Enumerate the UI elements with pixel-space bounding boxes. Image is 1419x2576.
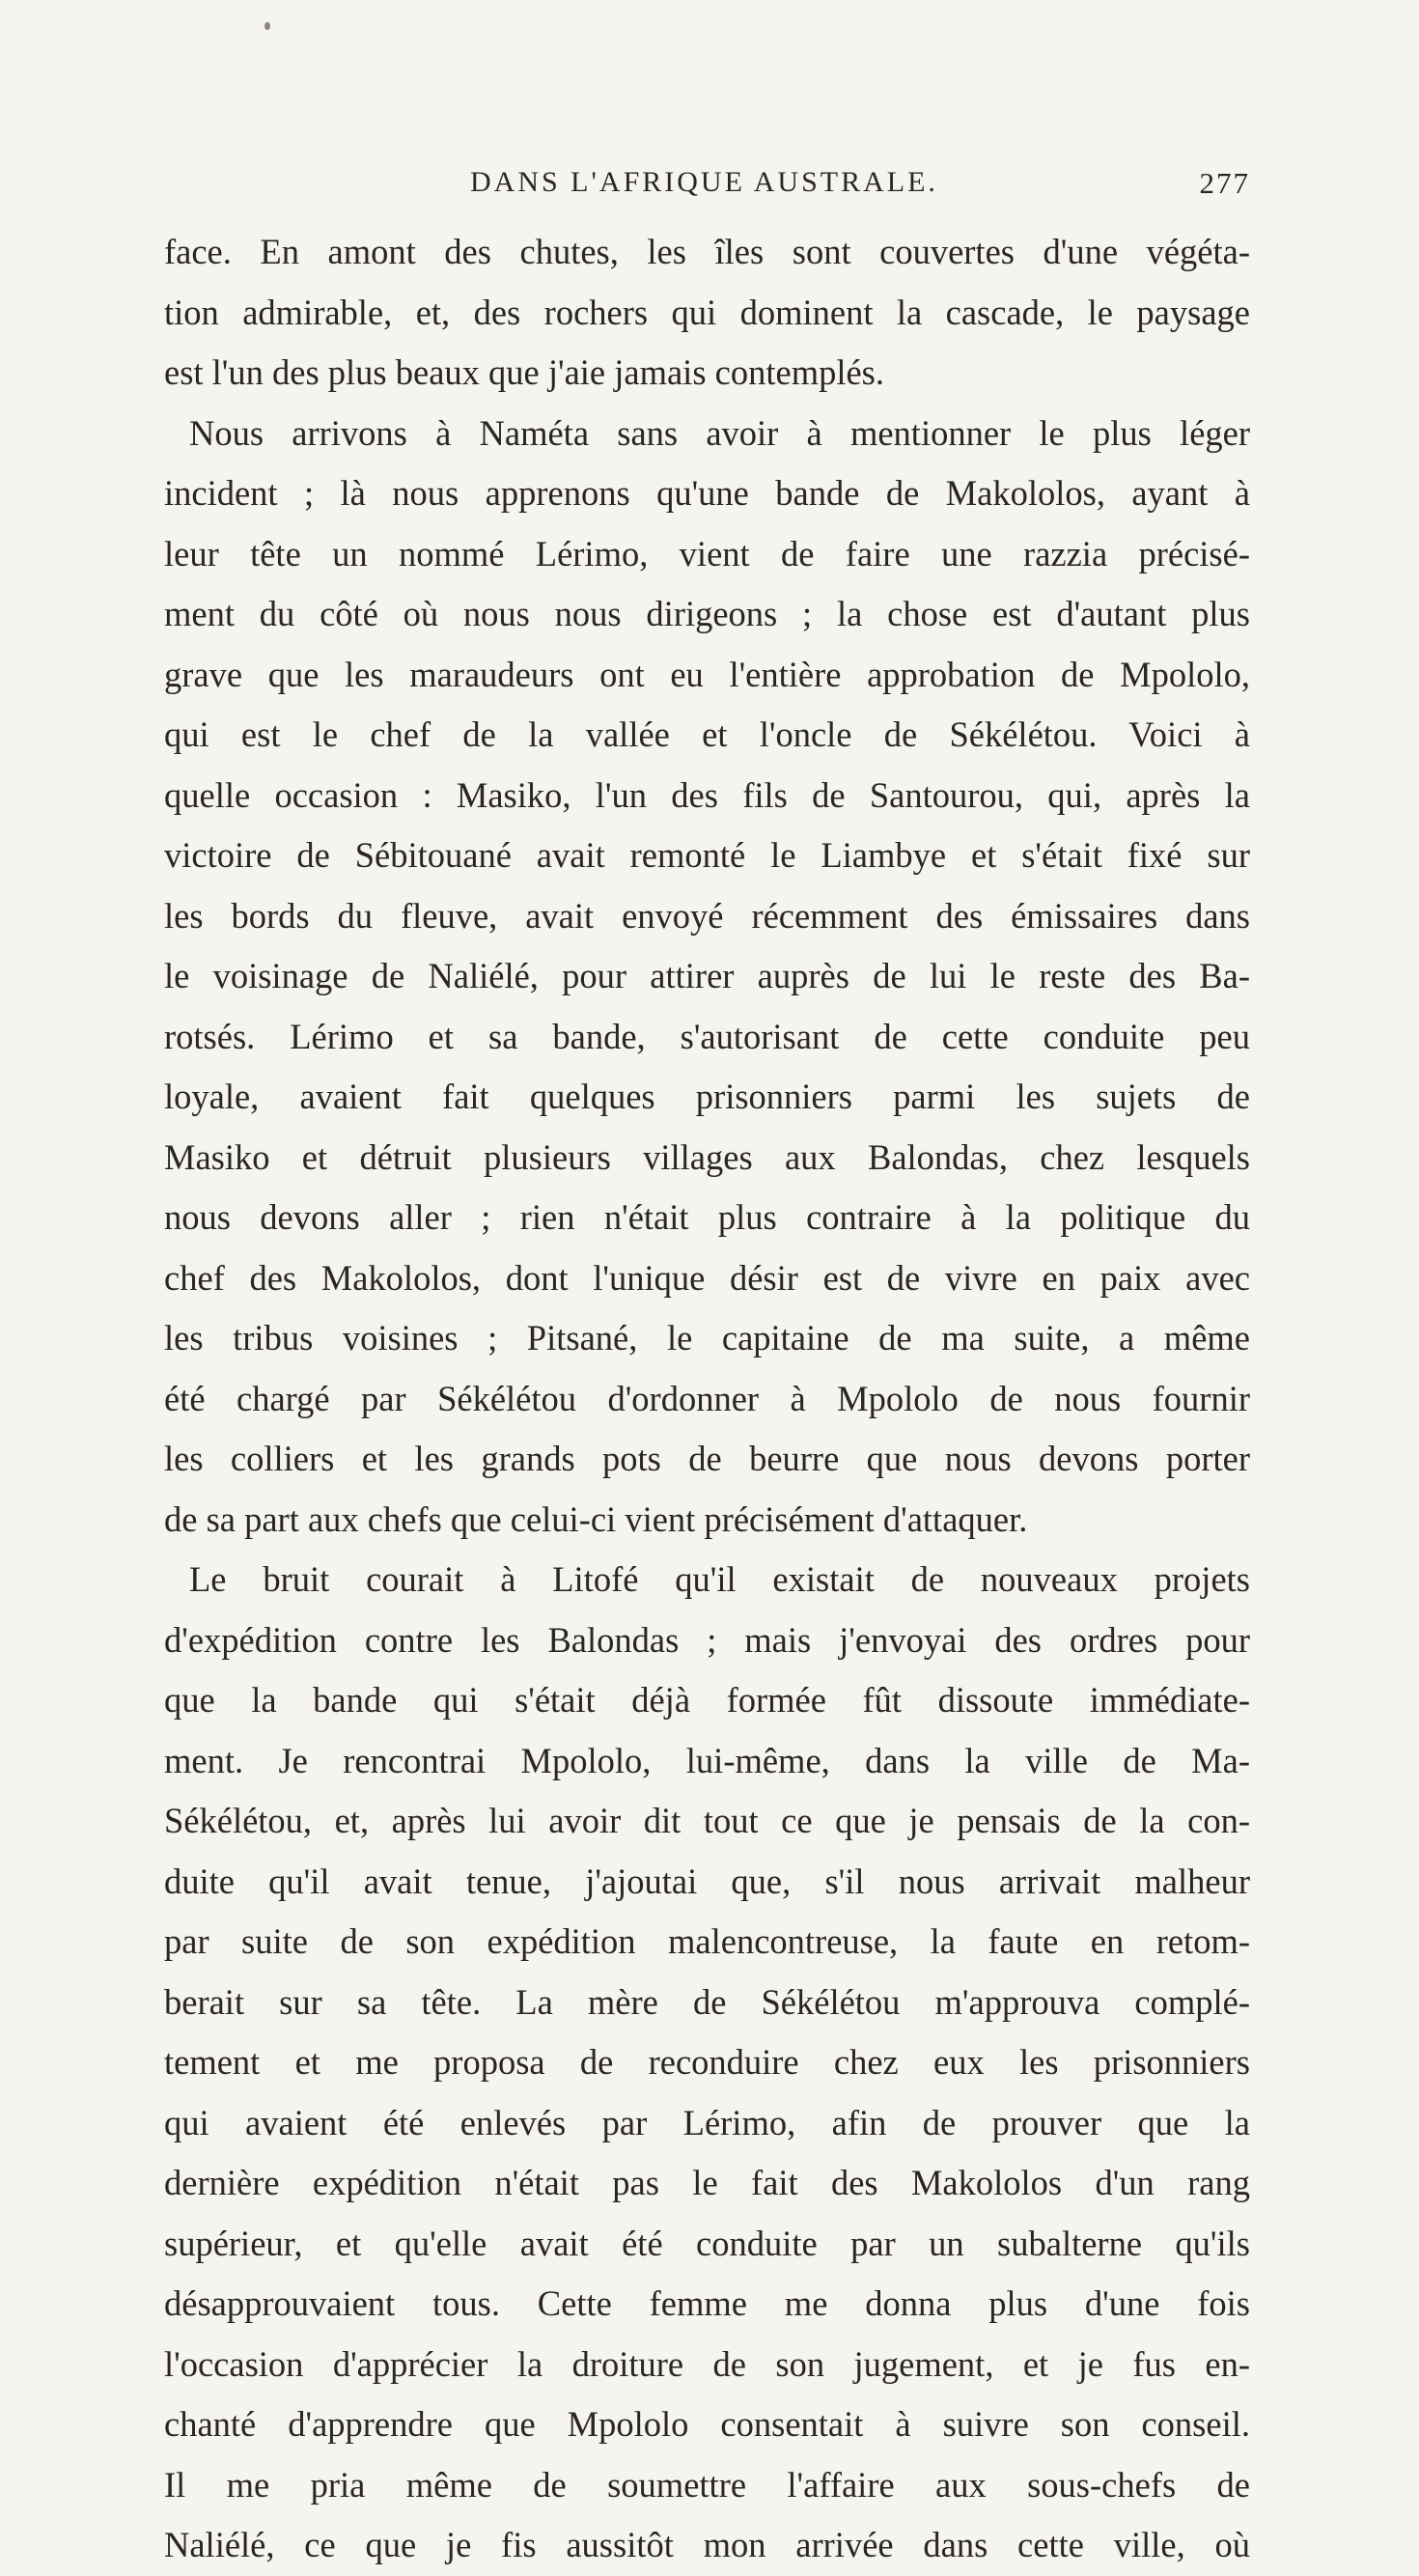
text-line: tement et me proposa de reconduire chez eux les prisonniers bbox=[164, 2042, 1250, 2082]
text-line: qui avaient été enlevés par Lérimo, afin de prouver que la bbox=[164, 2102, 1250, 2142]
text-line: d'expédition contre les Balondas ; mais j'envoyai des ordres pour bbox=[164, 1619, 1250, 1660]
text-line: supérieur, et qu'elle avait été conduite par un subalterne qu'ils bbox=[164, 2223, 1250, 2263]
text-line: ment du côté où nous nous dirigeons ; la chose est d'autant plus bbox=[164, 594, 1250, 633]
text-line: tion admirable, et, des rochers qui dominent la cascade, le paysage bbox=[164, 292, 1250, 332]
text-line: victoire de Sébitouané avait remonté le Liambye et s'était fixé sur bbox=[164, 835, 1250, 875]
text-line: rotsés. Lérimo et sa bande, s'autorisant de cette conduite peu bbox=[164, 1016, 1250, 1056]
text-line: loyale, avaient fait quelques prisonniers parmi les sujets de bbox=[164, 1077, 1250, 1116]
text-line: chanté d'apprendre que Mpololo consentait à suivre son conseil. bbox=[164, 2404, 1250, 2444]
text-line: chef des Makololos, dont l'unique désir est de vivre en paix avec bbox=[164, 1257, 1250, 1298]
text-line: qui est le chef de la vallée et l'oncle de Sékélétou. Voici à bbox=[164, 714, 1250, 754]
text-line: berait sur sa tête. La mère de Sékélétou m'approuva complé- bbox=[164, 1981, 1250, 2022]
text-line: incident ; là nous apprenons qu'une bande de Makololos, ayant à bbox=[164, 473, 1250, 513]
text-line: face. En amont des chutes, les îles sont couvertes d'une végéta- bbox=[164, 232, 1250, 271]
text-line: l'occasion d'apprécier la droiture de son jugement, et je fus en- bbox=[164, 2343, 1250, 2384]
text-line: été chargé par Sékélétou d'ordonner à Mpololo de nous fournir bbox=[164, 1378, 1250, 1418]
text-line: les colliers et les grands pots de beurre que nous devons porter bbox=[164, 1439, 1250, 1478]
text-line: leur tête un nommé Lérimo, vient de faire une razzia précisé- bbox=[164, 533, 1250, 574]
text-line: ment. Je rencontrai Mpololo, lui-même, dans la ville de Ma- bbox=[164, 1740, 1250, 1780]
text-line: dernière expédition n'était pas le fait des Makololos d'un rang bbox=[164, 2163, 1250, 2202]
text-line: Sékélétou, et, après lui avoir dit tout ce que je pensais de la con- bbox=[164, 1801, 1250, 1840]
text-line: duite qu'il avait tenue, j'ajoutai que, s'il nous arrivait malheur bbox=[164, 1861, 1250, 1901]
text-line: Naliélé, ce que je fis aussitôt mon arrivée dans cette ville, où bbox=[164, 2525, 1250, 2564]
text-line: Masiko et détruit plusieurs villages aux Balondas, chez lesquels bbox=[164, 1136, 1250, 1177]
body-text bbox=[164, 222, 1250, 2576]
text-line: que la bande qui s'était déjà formée fût dissoute immédiate- bbox=[164, 1680, 1250, 1720]
text-line: par suite de son expédition malencontreuse, la faute en retom- bbox=[164, 1921, 1250, 1961]
running-title: DANS L'AFRIQUE AUSTRALE. bbox=[470, 166, 938, 198]
running-header bbox=[164, 166, 1250, 209]
text-line: de sa part aux chefs que celui-ci vient précisément d'attaquer. bbox=[164, 1498, 1028, 1539]
text-line: désapprouvaient tous. Cette femme me donna plus d'une fois bbox=[164, 2283, 1250, 2323]
text-line: nous devons aller ; rien n'était plus contraire à la politique du bbox=[164, 1197, 1250, 1237]
text-line: est l'un des plus beaux que j'aie jamais contemplés. bbox=[164, 352, 885, 392]
text-line: les bords du fleuve, avait envoyé récemment des émissaires dans bbox=[164, 895, 1250, 936]
text-line: grave que les maraudeurs ont eu l'entière approbation de Mpololo, bbox=[164, 654, 1250, 694]
text-line: le voisinage de Naliélé, pour attirer auprès de lui le reste des Ba- bbox=[164, 956, 1250, 995]
ink-speck bbox=[264, 22, 270, 30]
paragraph-first-line: Nous arrivons à Naméta sans avoir à mentionner le plus léger bbox=[189, 412, 1250, 453]
text-line: les tribus voisines ; Pitsané, le capitaine de ma suite, a même bbox=[164, 1318, 1250, 1358]
paragraph-first-line: Le bruit courait à Litofé qu'il existait de nouveaux projets bbox=[189, 1559, 1250, 1599]
text-line: quelle occasion : Masiko, l'un des fils de Santourou, qui, après la bbox=[164, 774, 1250, 815]
page-number: 277 bbox=[1199, 166, 1250, 200]
text-line: Il me pria même de soumettre l'affaire aux sous-chefs de bbox=[164, 2464, 1250, 2505]
